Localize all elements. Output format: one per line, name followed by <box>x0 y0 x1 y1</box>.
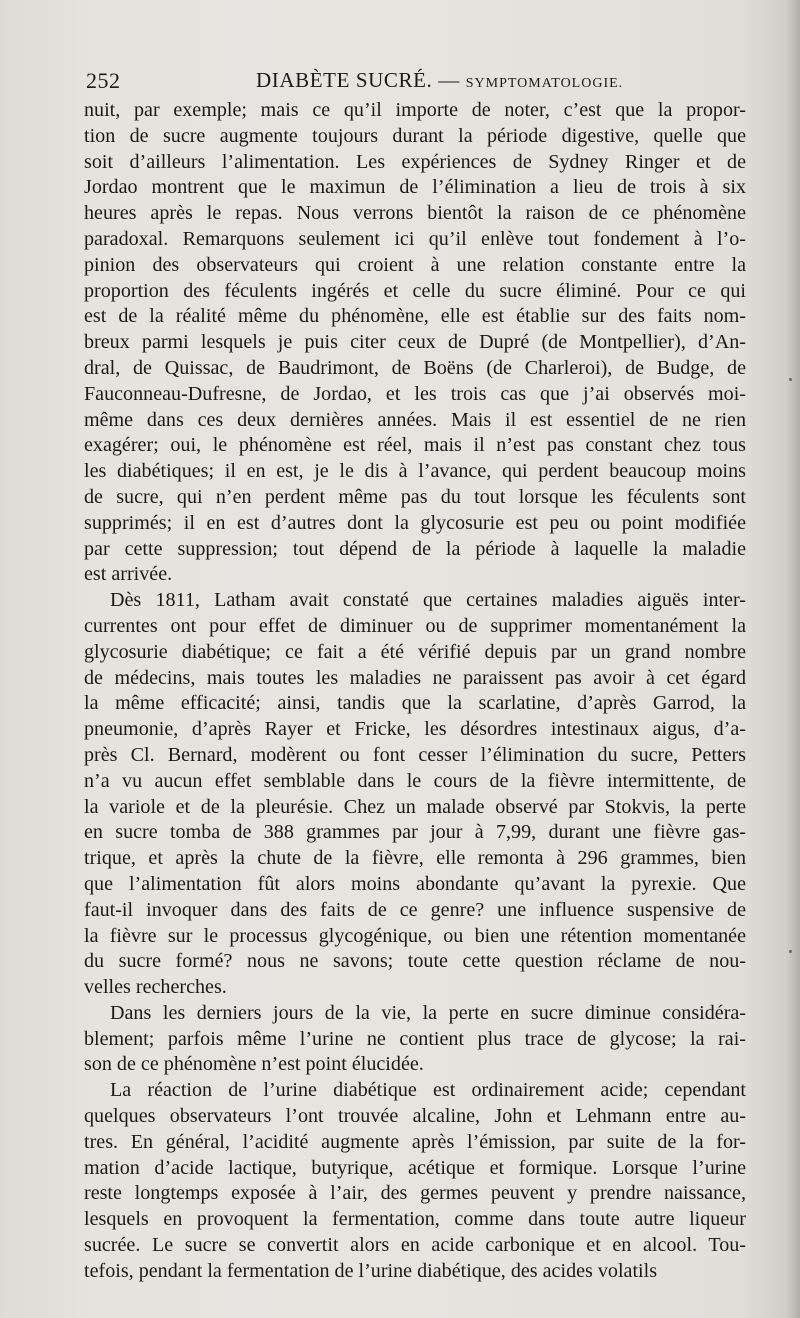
text-line: la fièvre sur le processus glycogénique, ou bien une rétention momentanée <box>84 924 746 947</box>
page-number: 252 <box>86 68 121 93</box>
text-line: quelques observateurs l’ont trouvée alcaline, John et Lehmann entre au- <box>84 1105 746 1128</box>
text-line: trique, et après la chute de la fièvre, elle remonta à 296 grammes, bien <box>84 847 746 870</box>
paragraph <box>84 1001 746 1078</box>
text-line: son de ce phénomène n’est point élucidée. <box>84 1053 424 1076</box>
text-line: de sucre, qui n’en perdent même pas du tout lorsque les féculents sont <box>84 485 746 508</box>
text-line: reste longtemps exposée à l’air, des germes peuvent y prendre naissance, <box>84 1182 746 1205</box>
text-line: près Cl. Bernard, modèrent ou font cesser l’élimination du sucre, Petters <box>84 743 746 766</box>
text-line: en sucre tomba de 388 grammes par jour à 7,99, durant une fièvre gas- <box>84 821 746 844</box>
text-line: faut-il invoquer dans des faits de ce genre? une influence suspensive de <box>84 898 746 921</box>
text-line: même dans ces deux dernières années. Mais il est essentiel de ne rien <box>84 408 746 431</box>
text-line: soit d’ailleurs l’alimentation. Les expériences de Sydney Ringer et de <box>84 150 746 173</box>
text-line: pneumonie, d’après Rayer et Fricke, les désordres intestinaux aigus, d’a- <box>84 718 746 741</box>
text-line: Jordao montrent que le maximun de l’élimination a lieu de trois à six <box>84 176 746 199</box>
text-line: que l’alimentation fût alors moins abondante qu’avant la pyrexie. Que <box>84 872 746 895</box>
text-line: tion de sucre augmente toujours durant la période digestive, quelle que <box>84 124 746 147</box>
text-line: heures après le repas. Nous verrons bientôt la raison de ce phénomène <box>84 202 746 225</box>
text-line: supprimés; il en est d’autres dont la glycosurie est peu ou point modifiée <box>84 511 746 534</box>
text-line: mation d’acide lactique, butyrique, acétique et formique. Lorsque l’urine <box>84 1156 746 1179</box>
print-speck <box>789 950 792 953</box>
text-line: blement; parfois même l’urine ne contient plus trace de glycose; la rai- <box>84 1027 746 1050</box>
title-separator: — <box>432 68 466 92</box>
text-line: currentes ont pour effet de diminuer ou de supprimer momentanément la <box>84 614 746 637</box>
text-line: tefois, pendant la fermentation de l’urine diabétique, des acides volatils <box>84 1259 658 1282</box>
text-line: Dans les derniers jours de la vie, la perte en sucre diminue considéra- <box>110 1001 746 1024</box>
text-line: breux parmi lesquels je puis citer ceux de Dupré (de Montpellier), d’An- <box>84 331 746 354</box>
text-line: du sucre formé? nous ne savons; toute cette question réclame de nou- <box>84 950 746 973</box>
text-line: sucrée. Le sucre se convertit alors en acide carbonique et en alcool. Tou- <box>84 1234 746 1257</box>
text-line: paradoxal. Remarquons seulement ici qu’il enlève tout fondement à l’o- <box>84 227 746 250</box>
text-line: exagérer; oui, le phénomène est réel, mais il n’est pas constant chez tous <box>84 434 746 457</box>
section-title: SYMPTOMATOLOGIE. <box>465 76 624 91</box>
paragraph <box>84 98 746 588</box>
text-line: velles recherches. <box>84 976 227 999</box>
body-text <box>84 98 746 1285</box>
text-line: par cette suppression; tout dépend de la période à laquelle la maladie <box>84 537 746 560</box>
chapter-title: DIABÈTE SUCRÉ. <box>256 68 433 92</box>
running-title <box>256 68 623 93</box>
text-line: nuit, par exemple; mais ce qu’il importe de noter, c’est que la propor- <box>84 99 746 121</box>
text-line: est de la réalité même du phénomène, elle est établie sur des faits nom- <box>84 305 746 328</box>
text-line: de médecins, mais toutes les maladies ne paraissent pas avoir à cet égard <box>84 666 746 689</box>
text-line: pinion des observateurs qui croient à une relation constante entre la <box>84 253 746 276</box>
text-line: n’a vu aucun effet semblable dans le cours de la fièvre intermittente, de <box>84 769 746 792</box>
print-speck <box>789 378 792 381</box>
text-line: Fauconneau-Dufresne, de Jordao, et les trois cas que j’ai observés moi- <box>84 382 746 405</box>
text-line: est arrivée. <box>84 563 173 586</box>
text-line: glycosurie diabétique; ce fait a été vérifié depuis par un grand nombre <box>84 640 746 663</box>
text-line: les diabétiques; il en est, je le dis à l’avance, qui perdent beaucoup moins <box>84 460 746 483</box>
paragraph <box>84 1078 746 1284</box>
text-line: lesquels en provoquent la fermentation, comme dans toute autre liqueur <box>84 1208 746 1231</box>
text-line: la même efficacité; ainsi, tandis que la scarlatine, d’après Garrod, la <box>84 692 746 715</box>
page-edge-shadow <box>786 0 800 1318</box>
text-line: proportion des féculents ingérés et celle du sucre éliminé. Pour ce qui <box>84 279 746 302</box>
text-line: la variole et de la pleurésie. Chez un malade observé par Stokvis, la perte <box>84 795 746 818</box>
text-line: tres. En général, l’acidité augmente après l’émission, par suite de la for- <box>84 1130 746 1153</box>
text-line: La réaction de l’urine diabétique est ordinairement acide; cependant <box>110 1079 746 1102</box>
running-header <box>84 64 746 100</box>
text-line: dral, de Quissac, de Baudrimont, de Boëns (de Charleroi), de Budge, de <box>84 356 746 379</box>
text-line: Dès 1811, Latham avait constaté que certaines maladies aiguës inter- <box>110 589 746 612</box>
paragraph <box>84 588 746 1001</box>
